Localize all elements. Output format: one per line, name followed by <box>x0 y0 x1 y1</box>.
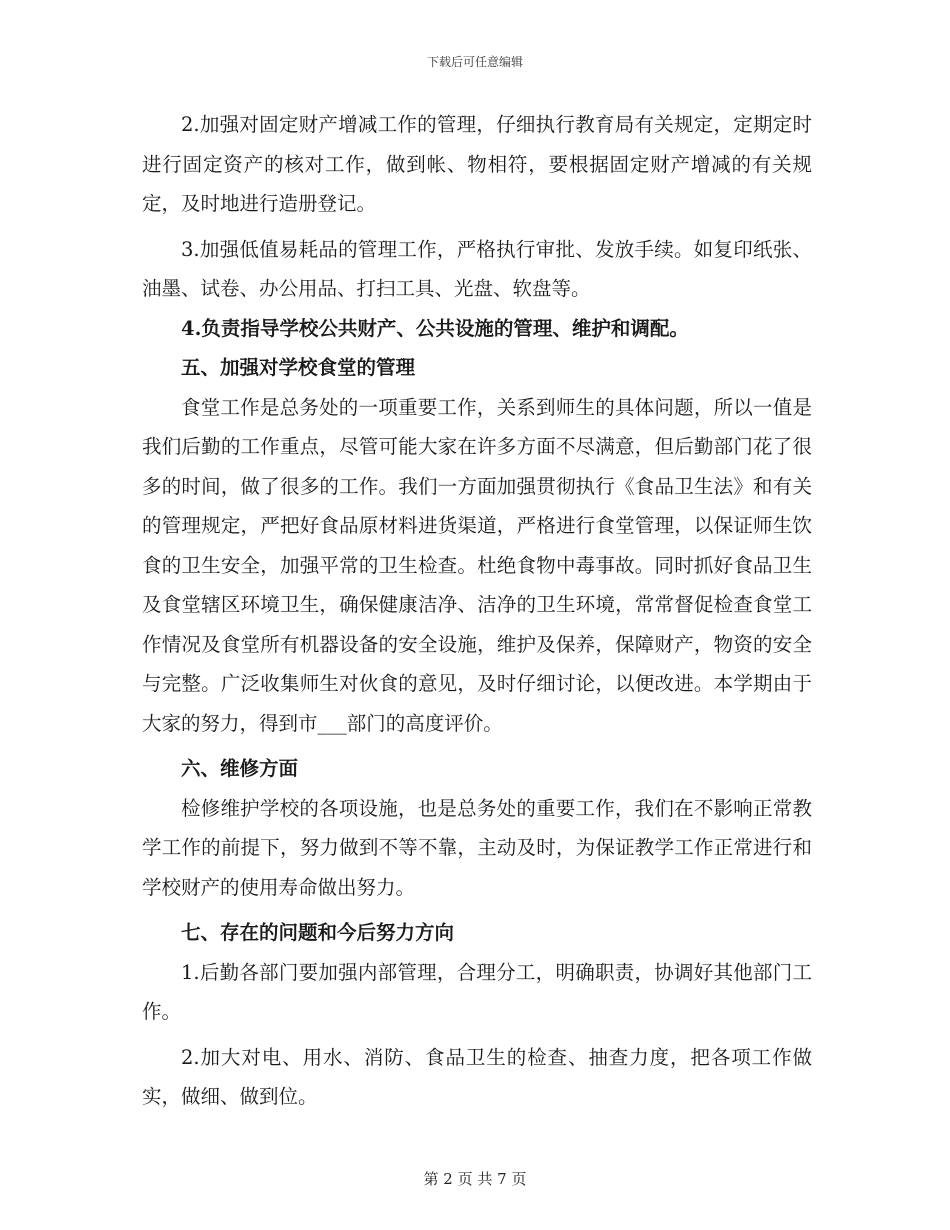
section-heading-canteen: 五、加强对学校食堂的管理 <box>181 356 416 379</box>
paragraph-inspection: 2.加大对电、用水、消防、食品卫生的检查、抽查力度，把各项工作做实，做细、做到位。 <box>142 1045 812 1108</box>
page-footer: 第 2 页 共 7 页 <box>423 1170 527 1188</box>
paragraph-public-facilities: 4.负责指导学校公共财产、公共设施的管理、维护和调配。 <box>181 316 689 340</box>
paragraph-consumables: 3.加强低值易耗品的管理工作，严格执行审批、发放手续。如复印纸张、油墨、试卷、办公用品、打扫工具、光盘、软盘等。 <box>142 237 812 300</box>
section-heading-problems: 七、存在的问题和今后努力方向 <box>181 921 455 944</box>
paragraph-internal-management: 1.后勤各部门要加强内部管理，合理分工，明确职责，协调好其他部门工作。 <box>142 960 812 1023</box>
document-body <box>142 105 812 1117</box>
paragraph-fixed-assets: 2.加强对固定财产增减工作的管理，仔细执行教育局有关规定，定期定时进行固定资产的核对工作，做到帐、物相符，要根据固定财产增减的有关规定，及时地进行造册登记。 <box>142 113 812 215</box>
section-heading-maintenance: 六、维修方面 <box>181 757 299 780</box>
page-header: 下载后可任意编辑 <box>426 55 523 69</box>
paragraph-maintenance: 检修维护学校的各项设施，也是总务处的重要工作，我们在不影响正常教学工作的前提下，努力做到不等不靠，主动及时，为保证教学工作正常进行和学校财产的使用寿命做出努力。 <box>142 796 812 899</box>
paragraph-canteen: 食堂工作是总务处的一项重要工作，关系到师生的具体问题，所以一值是我们后勤的工作重点，尽管可能大家在许多方面不尽满意，但后勤部门花了很多的时间，做了很多的工作。我们一方面加强贯彻执行《食品卫生法》和有关的管理规定，严把好食品原材料进货渠道，严格进行食堂管理，以保证师生饮食的卫生安全，加强平常的卫生检查。杜绝食物中毒事故。同时抓好食品卫生及食堂辖区环境卫生，确保健康洁净、洁净的卫生环境，常常督促检查食堂工作情况及食堂所有机器设备的安全设施，维护及保养，保障财产，物资的安全与完整。广泛收集师生对伙食的意见，及时仔细讨论，以便改进。本学期由于大家的努力，得到市___部门的高度评价。 <box>142 395 812 735</box>
